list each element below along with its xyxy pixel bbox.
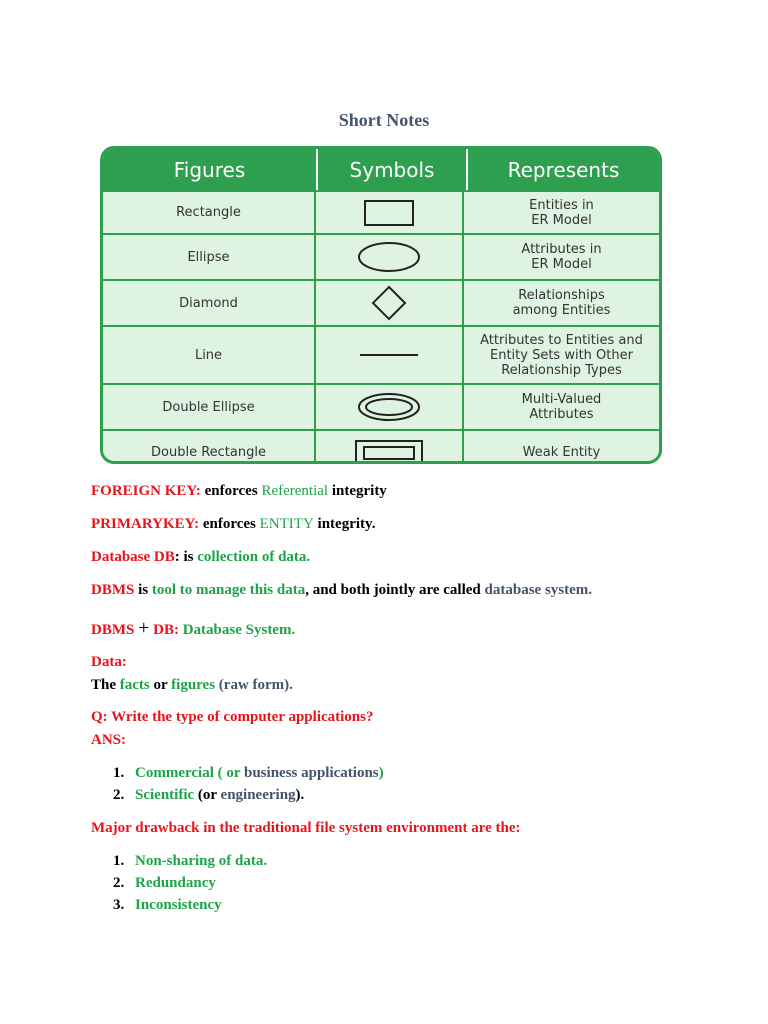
figure-cell: Double Rectangle [103,431,316,464]
list-item: 1. Commercial ( or business applications) [113,765,384,781]
table-row [103,429,659,464]
figure-cell: Diamond [103,281,316,325]
table-row [103,279,659,325]
data-heading: Data: [91,654,127,670]
diamond-icon [369,283,409,323]
table-row [103,383,659,429]
database-line: Database DB: is collection of data. [91,549,311,565]
ellipse-icon [354,240,424,274]
drawback-heading: Major drawback in the traditional file system environment are the: [91,820,521,836]
represents-cell: Attributes to Entities and Entity Sets with Other Relationship Types [480,332,643,378]
represents-cell: Attributes in ER Model [521,242,602,272]
question-heading: Q: Write the type of computer applications? [91,709,374,725]
table-row [103,233,659,279]
dbms-line: DBMS is tool to manage this data, and both jointly are called database system. [91,582,593,598]
symbol-cell [316,431,464,464]
er-symbols-table [100,146,662,464]
represents-cell: Weak Entity [522,445,601,460]
symbol-cell [316,281,464,325]
symbol-cell [316,385,464,429]
data-definition: The facts or figures (raw form). [91,677,293,693]
database-system-line: DBMS + DB: Database System. [91,617,296,639]
header-figures: Figures [103,149,318,190]
answer-heading: ANS: [91,732,127,748]
figure-cell: Line [103,327,316,383]
double-rectangle-icon [353,438,425,465]
represents-cell: Multi-Valued Attributes [521,392,602,422]
primary-key-line: PRIMARYKEY: enforces ENTITY integrity. [91,516,376,532]
foreign-key-line: FOREIGN KEY: enforces Referential integrity [91,483,387,499]
symbol-cell [316,235,464,279]
list-item: 2. Redundancy [113,875,216,891]
symbol-cell [316,327,464,383]
figure-cell: Double Ellipse [103,385,316,429]
list-item: 2. Scientific (or engineering). [113,787,305,803]
table-row [103,190,659,233]
list-item: 1. Non-sharing of data. [113,853,268,869]
double-ellipse-icon [354,390,424,424]
header-represents: Represents [507,157,620,182]
header-symbols: Symbols [318,149,468,190]
figure-cell: Rectangle [103,192,316,233]
page-title: Short Notes [338,110,430,130]
table-header-row [103,149,659,190]
line-icon [354,350,424,360]
list-item: 3. Inconsistency [113,897,222,913]
represents-cell: Relationships among Entities [512,288,611,318]
represents-cell: Entities in ER Model [529,197,594,228]
symbol-cell [316,192,464,233]
rectangle-icon [359,198,419,228]
table-row [103,325,659,383]
figure-cell: Ellipse [103,235,316,279]
